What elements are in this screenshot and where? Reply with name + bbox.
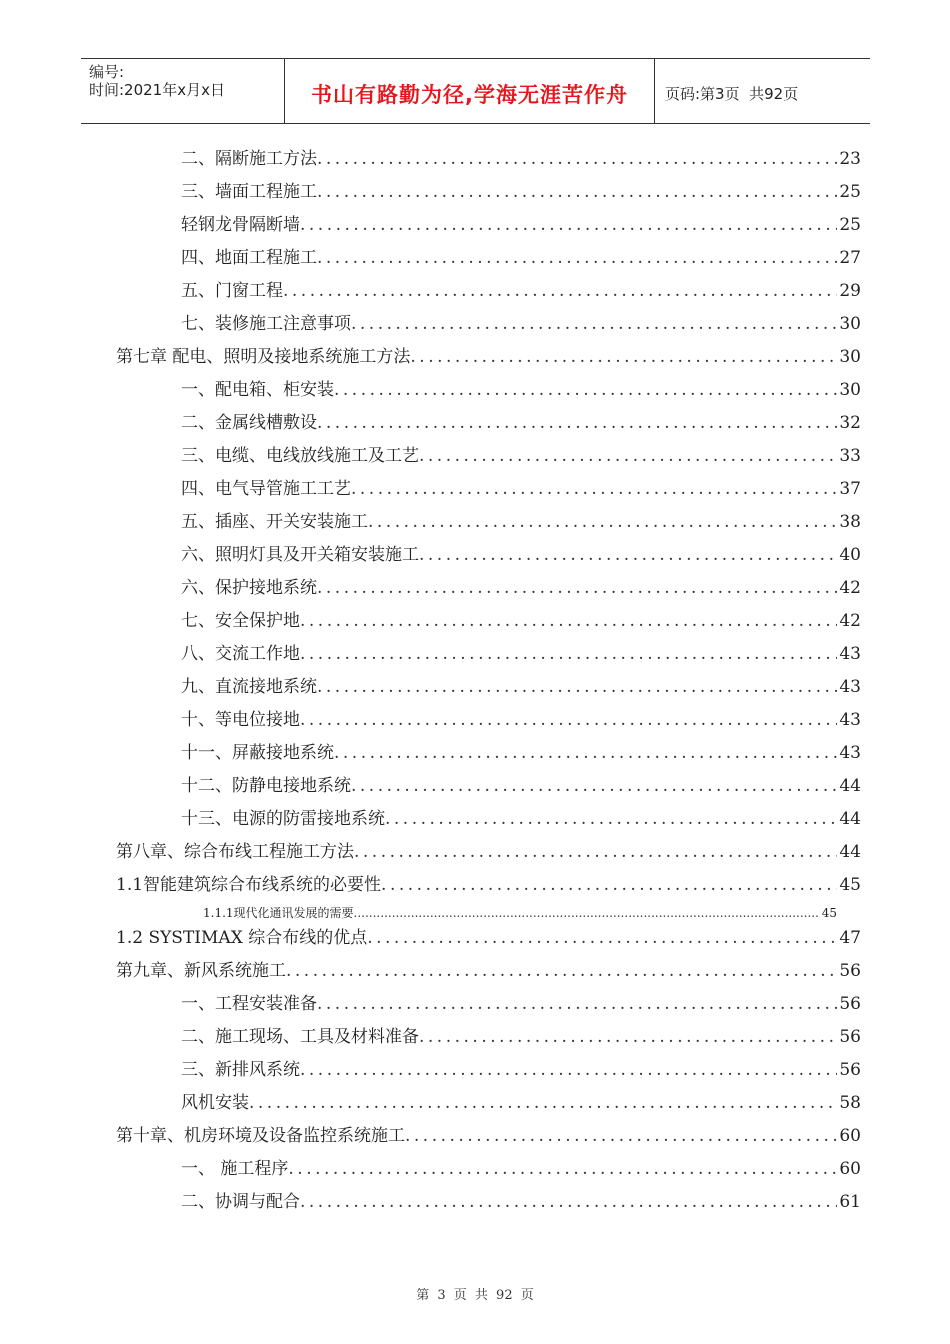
- toc-dot-leader: [317, 576, 837, 600]
- toc-dot-leader: [300, 708, 837, 732]
- toc-dot-leader: [317, 246, 837, 270]
- document-number-label: 编号:: [89, 63, 125, 81]
- toc-entry-page: 40: [839, 545, 861, 565]
- toc-entry[interactable]: [181, 774, 861, 798]
- toc-entry-title: 五、门窗工程: [181, 281, 283, 301]
- toc-entry-title: 三、新排风系统: [181, 1060, 300, 1080]
- toc-entry-title: 四、电气导管施工工艺: [181, 479, 351, 499]
- toc-entry[interactable]: [181, 444, 861, 468]
- toc-entry[interactable]: [181, 1190, 861, 1214]
- toc-entry[interactable]: [181, 708, 861, 732]
- toc-dot-leader: [334, 378, 837, 402]
- header-motto: 书山有路勤为径,学海无涯苦作舟: [311, 83, 628, 107]
- toc-entry-page: 56: [839, 994, 861, 1014]
- toc-dot-leader: [300, 609, 837, 633]
- toc-entry[interactable]: [181, 1091, 861, 1115]
- toc-entry-page: 44: [839, 842, 861, 862]
- toc-entry[interactable]: [181, 312, 861, 336]
- toc-dot-leader: [317, 411, 837, 435]
- header-meta: [89, 63, 225, 99]
- toc-dot-leader: [300, 642, 837, 666]
- toc-entry-page: 56: [839, 961, 861, 981]
- toc-entry-page: 37: [839, 479, 861, 499]
- toc-entry[interactable]: [181, 378, 861, 402]
- toc-entry-page: 60: [839, 1159, 861, 1179]
- toc-entry[interactable]: [181, 477, 861, 501]
- toc-entry-page: 45: [821, 906, 837, 920]
- toc-entry-page: 43: [839, 644, 861, 664]
- toc-entry[interactable]: [181, 609, 861, 633]
- toc-dot-leader: [410, 345, 837, 369]
- toc-dot-leader: [317, 147, 837, 171]
- document-time-label: 时间:2021年x月x日: [89, 81, 225, 99]
- toc-dot-leader: [419, 543, 837, 567]
- toc-entry-title: 第十章、机房环境及设备监控系统施工: [116, 1126, 405, 1146]
- toc-entry-title: 八、交流工作地: [181, 644, 300, 664]
- toc-entry-title: 十三、电源的防雷接地系统: [181, 809, 385, 829]
- toc-dot-leader: [286, 959, 837, 983]
- toc-entry-page: 42: [839, 578, 861, 598]
- toc-entry-title: 七、装修施工注意事项: [181, 314, 351, 334]
- toc-entry-page: 60: [839, 1126, 861, 1146]
- toc-entry-title: 一、工程安装准备: [181, 994, 317, 1014]
- toc-entry-title: 十、等电位接地: [181, 710, 300, 730]
- toc-dot-leader: [283, 279, 837, 303]
- toc-entry-page: 38: [839, 512, 861, 532]
- toc-entry-page: 61: [839, 1192, 861, 1212]
- toc-entry-page: 43: [839, 743, 861, 763]
- toc-entry[interactable]: [181, 279, 861, 303]
- toc-entry[interactable]: [116, 959, 861, 983]
- toc-entry[interactable]: [116, 1124, 861, 1148]
- toc-entry[interactable]: [181, 543, 861, 567]
- toc-entry[interactable]: [181, 807, 861, 831]
- toc-dot-leader: [385, 807, 837, 831]
- toc-entry-title: 风机安装: [181, 1093, 249, 1113]
- toc-dot-leader: [351, 312, 837, 336]
- toc-entry-title: 三、电缆、电线放线施工及工艺: [181, 446, 419, 466]
- page-footer: 第 3 页 共 92 页: [416, 1288, 534, 1303]
- toc-entry[interactable]: [181, 147, 861, 171]
- toc-dot-leader: [367, 926, 837, 950]
- toc-dot-leader: [405, 1124, 837, 1148]
- toc-entry-page: 32: [839, 413, 861, 433]
- toc-entry[interactable]: [116, 873, 861, 897]
- toc-entry-title: 二、隔断施工方法: [181, 149, 317, 169]
- toc-entry-page: 25: [839, 182, 861, 202]
- toc-entry-title: 1.2 SYSTIMAX 综合布线的优点: [116, 928, 368, 948]
- toc-entry-page: 29: [839, 281, 861, 301]
- toc-entry[interactable]: [181, 576, 861, 600]
- toc-entry-page: 45: [839, 875, 861, 895]
- toc-entry-page: 56: [839, 1060, 861, 1080]
- toc-entry[interactable]: [181, 411, 861, 435]
- toc-entry[interactable]: [181, 246, 861, 270]
- toc-entry[interactable]: [181, 642, 861, 666]
- toc-entry[interactable]: [181, 1157, 861, 1181]
- page-header: [81, 58, 870, 124]
- toc-dot-leader: [381, 873, 837, 897]
- toc-dot-leader: [368, 510, 837, 534]
- toc-entry-page: 25: [839, 215, 861, 235]
- toc-entry-title: 三、墙面工程施工: [181, 182, 317, 202]
- toc-entry-title: 七、安全保护地: [181, 611, 300, 631]
- toc-entry-title: 1.1.1现代化通讯发展的需要: [203, 906, 354, 920]
- toc-dot-leader: [317, 675, 837, 699]
- toc-entry[interactable]: [181, 741, 861, 765]
- toc-entry[interactable]: [181, 675, 861, 699]
- toc-dot-leader: [317, 992, 837, 1016]
- toc-entry-page: 56: [839, 1027, 861, 1047]
- toc-entry-title: 第七章 配电、照明及接地系统施工方法: [116, 347, 411, 367]
- toc-entry[interactable]: [181, 1058, 861, 1082]
- toc-entry-title: 轻钢龙骨隔断墙: [181, 215, 300, 235]
- toc-dot-leader: [317, 180, 837, 204]
- toc-dot-leader: [354, 905, 820, 921]
- toc-entry-page: 43: [839, 677, 861, 697]
- toc-entry[interactable]: [181, 510, 861, 534]
- toc-entry-title: 一、配电箱、柜安装: [181, 380, 334, 400]
- toc-dot-leader: [351, 774, 837, 798]
- toc-entry[interactable]: [181, 213, 861, 237]
- toc-dot-leader: [334, 741, 837, 765]
- toc-dot-leader: [300, 213, 837, 237]
- toc-entry-title: 第八章、综合布线工程施工方法: [116, 842, 354, 862]
- toc-entry-page: 30: [839, 314, 861, 334]
- toc-dot-leader: [351, 477, 837, 501]
- toc-dot-leader: [300, 1058, 837, 1082]
- toc-entry[interactable]: [116, 840, 861, 864]
- header-page-info: 页码:第3页 共92页: [665, 85, 799, 103]
- toc-dot-leader: [249, 1091, 837, 1115]
- toc-entry-page: 44: [839, 809, 861, 829]
- toc-entry-title: 十二、防静电接地系统: [181, 776, 351, 796]
- toc-entry[interactable]: [203, 905, 837, 921]
- toc-dot-leader: [419, 444, 837, 468]
- toc-entry-page: 23: [839, 149, 861, 169]
- toc-entry-page: 30: [839, 380, 861, 400]
- toc-entry-page: 27: [839, 248, 861, 268]
- toc-entry-title: 五、插座、开关安装施工: [181, 512, 368, 532]
- toc-entry-page: 47: [839, 928, 861, 948]
- toc-entry[interactable]: [181, 180, 861, 204]
- toc-entry-title: 1.1智能建筑综合布线系统的必要性: [116, 875, 382, 895]
- toc-entry-page: 30: [839, 347, 861, 367]
- toc-entry-title: 一、 施工程序: [181, 1159, 289, 1179]
- toc-entry[interactable]: [181, 1025, 861, 1049]
- toc-entry-title: 九、直流接地系统: [181, 677, 317, 697]
- toc-entry-title: 六、保护接地系统: [181, 578, 317, 598]
- toc-dot-leader: [300, 1190, 837, 1214]
- toc-entry[interactable]: [116, 345, 861, 369]
- toc-entry-page: 58: [839, 1093, 861, 1113]
- toc-entry-title: 二、金属线槽敷设: [181, 413, 317, 433]
- toc-dot-leader: [419, 1025, 837, 1049]
- toc-entry-page: 44: [839, 776, 861, 796]
- toc-entry-title: 二、施工现场、工具及材料准备: [181, 1027, 419, 1047]
- toc-entry-title: 四、地面工程施工: [181, 248, 317, 268]
- toc-dot-leader: [288, 1157, 837, 1181]
- header-divider: [654, 59, 655, 123]
- toc-entry-page: 33: [839, 446, 861, 466]
- toc-entry-title: 十一、屏蔽接地系统: [181, 743, 334, 763]
- toc-entry-page: 43: [839, 710, 861, 730]
- toc-entry-title: 第九章、新风系统施工: [116, 961, 286, 981]
- toc-entry-title: 六、照明灯具及开关箱安装施工: [181, 545, 419, 565]
- toc-entry-title: 二、协调与配合: [181, 1192, 300, 1212]
- toc-entry[interactable]: [181, 992, 861, 1016]
- toc-dot-leader: [354, 840, 837, 864]
- toc-entry-page: 42: [839, 611, 861, 631]
- toc-entry[interactable]: [116, 926, 861, 950]
